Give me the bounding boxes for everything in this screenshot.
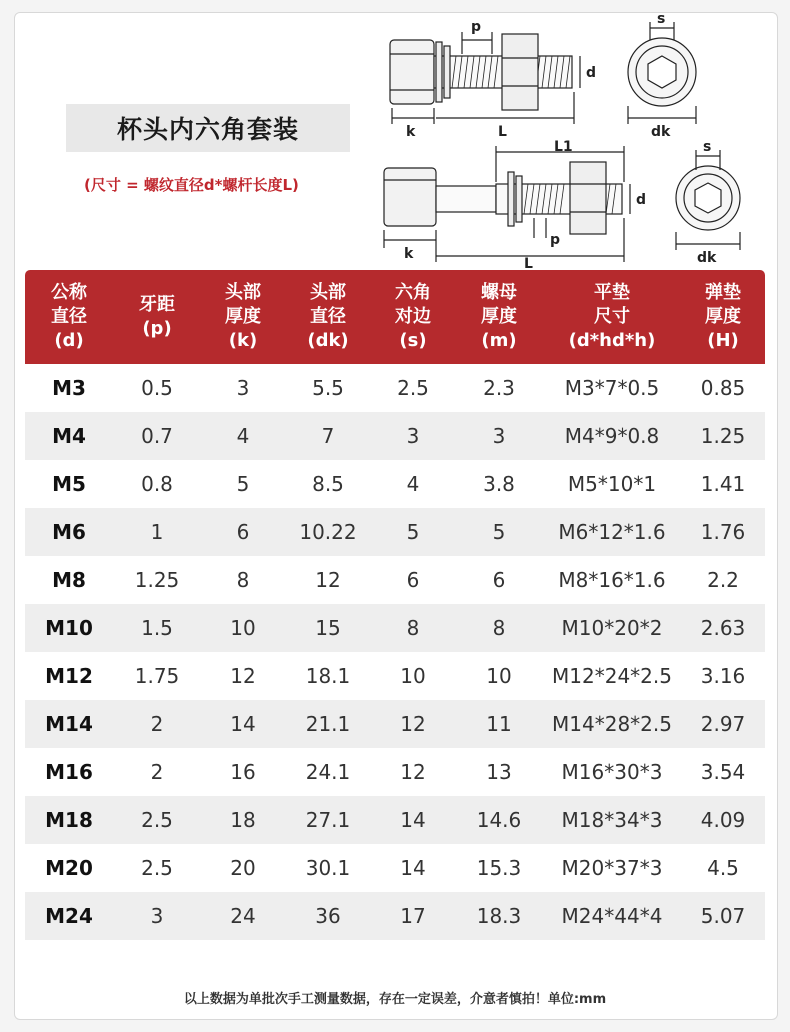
table-cell: M10*20*2 bbox=[561, 616, 663, 640]
table-cell: 4 bbox=[406, 472, 420, 496]
size-formula-note: (尺寸 = 螺纹直径d*螺杆长度L) bbox=[84, 176, 299, 194]
table-cell: 8 bbox=[492, 616, 506, 640]
column-header bbox=[285, 270, 371, 364]
column-header-line: 弹垫 bbox=[705, 282, 741, 303]
table-cell: 21.1 bbox=[305, 712, 351, 736]
table-cell: M16*30*3 bbox=[561, 760, 663, 784]
label-dk-top: dk bbox=[651, 124, 671, 140]
nominal-diameter-cell: M3 bbox=[52, 376, 86, 400]
table-cell: 2.3 bbox=[483, 376, 515, 400]
bolt-side-view-top bbox=[390, 32, 580, 124]
column-header bbox=[201, 270, 285, 364]
table-row bbox=[25, 844, 765, 892]
column-header-line: 厚度 bbox=[225, 306, 261, 327]
table-cell: 3.16 bbox=[700, 664, 746, 688]
table-cell: 2.63 bbox=[700, 616, 746, 640]
label-p-top: p bbox=[471, 19, 482, 35]
column-header-line: (p) bbox=[142, 318, 172, 339]
table-header bbox=[25, 270, 765, 364]
table-cell: 3 bbox=[236, 376, 250, 400]
table-cell: 18.1 bbox=[305, 664, 351, 688]
table-cell: 3 bbox=[150, 904, 164, 928]
column-header-line: 牙距 bbox=[139, 294, 175, 315]
column-header-line: (dk) bbox=[307, 330, 349, 351]
table-cell: 10 bbox=[400, 664, 426, 688]
column-header bbox=[25, 270, 113, 364]
table-cell: 1.76 bbox=[700, 520, 746, 544]
table-body bbox=[25, 364, 765, 940]
nominal-diameter-cell: M16 bbox=[45, 760, 93, 784]
table-cell: M6*12*1.6 bbox=[558, 520, 666, 544]
table-cell: 16 bbox=[230, 760, 256, 784]
spec-table bbox=[25, 270, 765, 940]
column-header-line: (d) bbox=[54, 330, 84, 351]
label-k-bottom: k bbox=[404, 246, 414, 262]
label-s-bottom: s bbox=[703, 139, 712, 155]
table-cell: 12 bbox=[315, 568, 341, 592]
table-row bbox=[25, 892, 765, 940]
nominal-diameter-cell: M18 bbox=[45, 808, 93, 832]
table-row bbox=[25, 460, 765, 508]
table-cell: 5.07 bbox=[700, 904, 746, 928]
table-cell: M20*37*3 bbox=[561, 856, 663, 880]
column-header-line: (m) bbox=[481, 330, 517, 351]
table-cell: M3*7*0.5 bbox=[564, 376, 660, 400]
nominal-diameter-cell: M6 bbox=[52, 520, 86, 544]
label-d-top: d bbox=[586, 65, 597, 81]
table-cell: 3 bbox=[492, 424, 506, 448]
table-cell: 18 bbox=[230, 808, 256, 832]
table-cell: M8*16*1.6 bbox=[558, 568, 666, 592]
table-cell: 5 bbox=[236, 472, 250, 496]
table-cell: 24.1 bbox=[305, 760, 351, 784]
column-header-line: 厚度 bbox=[481, 306, 517, 327]
table-cell: 3.54 bbox=[700, 760, 746, 784]
table-cell: M12*24*2.5 bbox=[552, 664, 672, 688]
column-header-line: 头部 bbox=[225, 282, 261, 303]
column-header bbox=[543, 270, 681, 364]
column-header bbox=[371, 270, 455, 364]
table-cell: 30.1 bbox=[305, 856, 351, 880]
table-cell: 8 bbox=[406, 616, 420, 640]
column-header bbox=[113, 270, 201, 364]
table-cell: M18*34*3 bbox=[561, 808, 663, 832]
table-cell: 0.5 bbox=[141, 376, 173, 400]
table-cell: 12 bbox=[400, 760, 426, 784]
table-cell: 11 bbox=[486, 712, 512, 736]
table-cell: 2 bbox=[150, 712, 164, 736]
table-cell: 2 bbox=[150, 760, 164, 784]
table-cell: 2.2 bbox=[707, 568, 739, 592]
product-title: 杯头内六角套装 bbox=[66, 104, 350, 152]
table-cell: 10.22 bbox=[299, 520, 357, 544]
table-cell: 14 bbox=[230, 712, 256, 736]
column-header bbox=[681, 270, 765, 364]
table-cell: 20 bbox=[230, 856, 256, 880]
table-cell: 0.85 bbox=[700, 376, 746, 400]
label-s-top: s bbox=[657, 11, 666, 27]
table-cell: 4.09 bbox=[700, 808, 746, 832]
column-header-line: (d*hd*h) bbox=[568, 330, 656, 351]
bolt-end-view-top bbox=[628, 22, 696, 124]
column-header-line: 尺寸 bbox=[594, 306, 630, 327]
table-row bbox=[25, 556, 765, 604]
label-p-bottom: p bbox=[550, 232, 561, 248]
label-L-bottom: L bbox=[524, 256, 533, 270]
table-cell: 12 bbox=[230, 664, 256, 688]
table-cell: 5.5 bbox=[312, 376, 344, 400]
table-cell: 7 bbox=[321, 424, 335, 448]
column-header-line: 厚度 bbox=[705, 306, 741, 327]
table-cell: M4*9*0.8 bbox=[564, 424, 660, 448]
table-cell: M14*28*2.5 bbox=[552, 712, 672, 736]
nominal-diameter-cell: M10 bbox=[45, 616, 93, 640]
table-cell: 5 bbox=[406, 520, 420, 544]
table-cell: M24*44*4 bbox=[561, 904, 663, 928]
table-cell: 1.5 bbox=[141, 616, 173, 640]
table-cell: 6 bbox=[236, 520, 250, 544]
label-d-bottom: d bbox=[636, 192, 647, 208]
nominal-diameter-cell: M5 bbox=[52, 472, 86, 496]
nominal-diameter-cell: M8 bbox=[52, 568, 86, 592]
column-header-line: 螺母 bbox=[481, 282, 517, 303]
label-dk-bottom: dk bbox=[697, 250, 717, 266]
table-row bbox=[25, 604, 765, 652]
table-cell: 24 bbox=[230, 904, 256, 928]
table-row bbox=[25, 412, 765, 460]
table-cell: 13 bbox=[486, 760, 512, 784]
table-row bbox=[25, 796, 765, 844]
column-header bbox=[455, 270, 543, 364]
table-row bbox=[25, 652, 765, 700]
table-cell: 1.41 bbox=[700, 472, 746, 496]
table-cell: 2.5 bbox=[141, 808, 173, 832]
table-cell: 8.5 bbox=[312, 472, 344, 496]
table-cell: 27.1 bbox=[305, 808, 351, 832]
table-row bbox=[25, 748, 765, 796]
table-row bbox=[25, 508, 765, 556]
table-cell: 0.7 bbox=[141, 424, 173, 448]
table-cell: 4 bbox=[236, 424, 250, 448]
table-cell: 2.5 bbox=[141, 856, 173, 880]
table-cell: 14 bbox=[400, 856, 426, 880]
table-cell: 1.25 bbox=[134, 568, 180, 592]
bolt-end-view-bottom bbox=[676, 150, 740, 250]
column-header-line: 直径 bbox=[310, 306, 346, 327]
measurement-disclaimer: 以上数据为单批次手工测量数据，存在一定误差，介意者慎拍！单位:mm bbox=[183, 992, 607, 1007]
table-cell: 5 bbox=[492, 520, 506, 544]
nominal-diameter-cell: M20 bbox=[45, 856, 93, 880]
table-cell: 6 bbox=[492, 568, 506, 592]
column-header-line: 六角 bbox=[395, 282, 431, 303]
column-header-line: 直径 bbox=[51, 306, 87, 327]
column-header-line: (s) bbox=[399, 330, 427, 351]
column-header-line: (H) bbox=[707, 330, 739, 351]
table-cell: 2.97 bbox=[700, 712, 746, 736]
table-cell: 14.6 bbox=[476, 808, 522, 832]
nominal-diameter-cell: M12 bbox=[45, 664, 93, 688]
table-cell: 1.25 bbox=[700, 424, 746, 448]
table-cell: 14 bbox=[400, 808, 426, 832]
nominal-diameter-cell: M24 bbox=[45, 904, 93, 928]
column-header-line: 对边 bbox=[395, 306, 431, 327]
column-header-line: (k) bbox=[228, 330, 258, 351]
table-cell: 8 bbox=[236, 568, 250, 592]
table-cell: 0.8 bbox=[141, 472, 173, 496]
table-cell: 1.75 bbox=[134, 664, 180, 688]
table-cell: 15 bbox=[315, 616, 341, 640]
nominal-diameter-cell: M14 bbox=[45, 712, 93, 736]
table-cell: 3 bbox=[406, 424, 420, 448]
column-header-line: 头部 bbox=[310, 282, 346, 303]
table-cell: 3.8 bbox=[483, 472, 515, 496]
table-cell: 17 bbox=[400, 904, 426, 928]
column-header-line: 公称 bbox=[51, 282, 87, 303]
label-L-top: L bbox=[498, 124, 507, 140]
table-cell: 15.3 bbox=[476, 856, 522, 880]
bolt-diagrams bbox=[0, 0, 790, 270]
table-row bbox=[25, 364, 765, 412]
table-cell: 10 bbox=[486, 664, 512, 688]
table-cell: 36 bbox=[315, 904, 341, 928]
table-cell: 2.5 bbox=[397, 376, 429, 400]
table-cell: 1 bbox=[150, 520, 164, 544]
nominal-diameter-cell: M4 bbox=[52, 424, 86, 448]
table-cell: 4.5 bbox=[707, 856, 739, 880]
table-cell: 10 bbox=[230, 616, 256, 640]
label-k-top: k bbox=[406, 124, 416, 140]
table-cell: 18.3 bbox=[476, 904, 522, 928]
table-cell: 6 bbox=[406, 568, 420, 592]
table-cell: 12 bbox=[400, 712, 426, 736]
table-row bbox=[25, 700, 765, 748]
label-L1-bottom: L1 bbox=[554, 139, 573, 155]
bolt-side-view-bottom bbox=[384, 146, 630, 262]
column-header-line: 平垫 bbox=[594, 282, 630, 303]
table-cell: M5*10*1 bbox=[567, 472, 657, 496]
